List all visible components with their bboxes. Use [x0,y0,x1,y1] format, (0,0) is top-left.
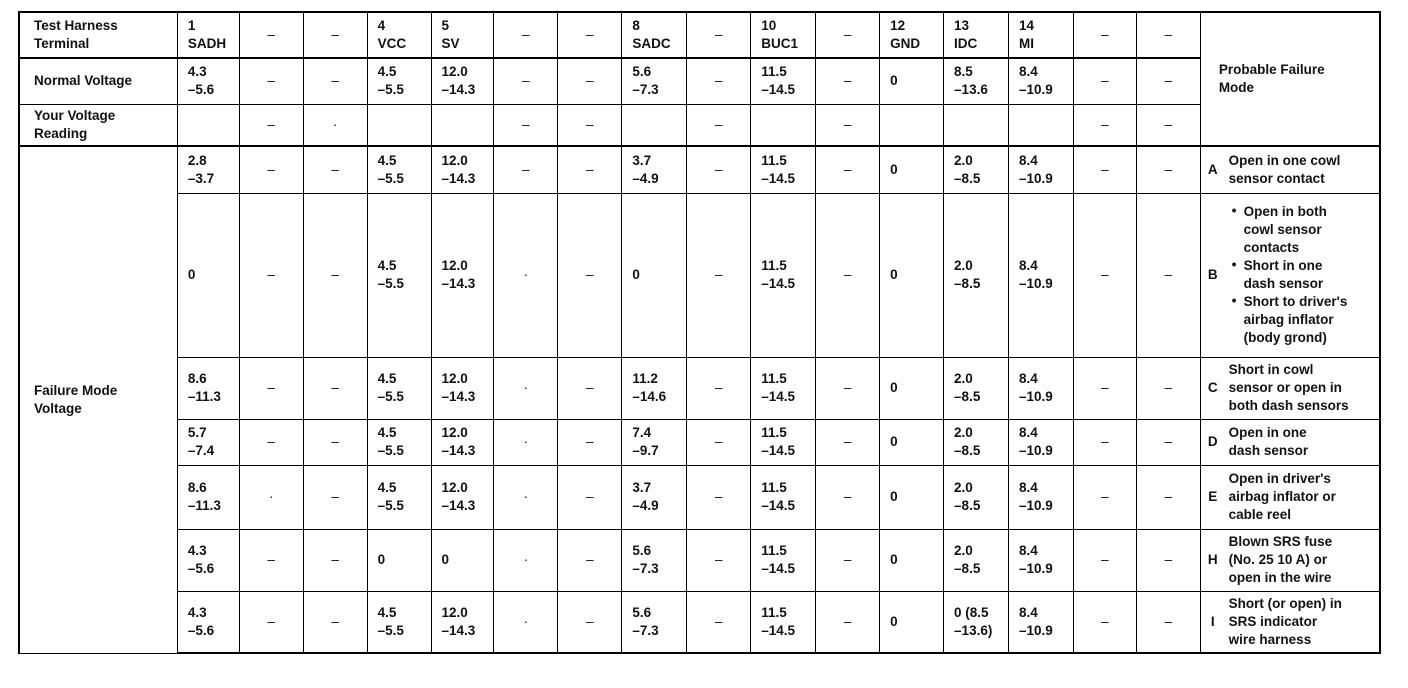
value-cell: 2.8 –3.7 [177,146,239,193]
value-cell [431,104,494,146]
failure-mode-description: Blown SRS fuse (No. 25 10 A) or open in the wire [1225,529,1380,591]
reading-row [19,104,1380,146]
value-cell: – [1073,465,1136,529]
value-cell: 11.5 –14.5 [751,529,816,591]
value-cell: 8.4 –10.9 [1009,357,1074,419]
value-cell: · [494,529,558,591]
failure-mode-row [19,146,1380,193]
value-cell: – [1136,146,1200,193]
value-cell: 11.5 –14.5 [751,146,816,193]
value-cell: – [816,529,880,591]
value-cell: 4.5 –5.5 [367,419,431,465]
value-cell: 0 [880,529,944,591]
value-cell: 0 [367,529,431,591]
value-cell: 0 [880,58,944,104]
failure-mode-bullet: • Short in one dash sensor [1229,257,1379,293]
failure-mode-description: Open in driver's airbag inflator or cable reel [1225,465,1380,529]
value-cell: – [687,529,751,591]
value-cell: · [494,193,558,357]
failure-mode-bullet: • Open in both cowl sensor contacts [1229,203,1379,257]
terminal-header-cell: – [558,12,622,58]
value-cell: 2.0 –8.5 [944,465,1009,529]
value-cell: – [1136,58,1200,104]
terminal-header-cell: 10 BUC1 [751,12,816,58]
failure-mode-row [19,357,1380,419]
value-cell: 4.3 –5.6 [177,591,239,653]
value-cell: – [558,419,622,465]
terminal-header-cell: – [494,12,558,58]
value-cell: 4.3 –5.6 [177,529,239,591]
value-cell: – [687,419,751,465]
value-cell: – [1073,104,1136,146]
value-cell: 12.0 –14.3 [431,357,494,419]
value-cell: – [239,104,303,146]
value-cell [367,104,431,146]
value-cell: 12.0 –14.3 [431,193,494,357]
value-cell: 2.0 –8.5 [944,357,1009,419]
value-cell: · [494,357,558,419]
value-cell: – [1073,419,1136,465]
value-cell: – [558,465,622,529]
value-cell: – [303,58,367,104]
value-cell: 0 [880,591,944,653]
terminal-header-cell: 14 MI [1009,12,1074,58]
normal-voltage-row [19,58,1380,104]
value-cell: · [303,104,367,146]
failure-mode-row [19,419,1380,465]
value-cell: – [816,146,880,193]
value-cell: – [1136,104,1200,146]
probable-failure-mode-header: Probable Failure Mode [1200,12,1380,146]
failure-mode-row [19,529,1380,591]
value-cell: 3.7 –4.9 [622,146,687,193]
value-cell: 8.4 –10.9 [1009,591,1074,653]
value-cell [944,104,1009,146]
value-cell: 4.5 –5.5 [367,146,431,193]
value-cell: 4.5 –5.5 [367,193,431,357]
value-cell: 0 [431,529,494,591]
failure-mode-description: Short in cowl sensor or open in both dash sensors [1225,357,1380,419]
row-label-terminal: Test Harness Terminal [19,12,177,58]
value-cell: 8.4 –10.9 [1009,465,1074,529]
value-cell: – [816,104,880,146]
value-cell: 8.6 –11.3 [177,357,239,419]
value-cell: 11.2 –14.6 [622,357,687,419]
value-cell: – [494,146,558,193]
value-cell: – [558,146,622,193]
value-cell: 8.5 –13.6 [944,58,1009,104]
value-cell: 0 [880,419,944,465]
value-cell: – [816,58,880,104]
value-cell: 0 [177,193,239,357]
value-cell: – [239,529,303,591]
value-cell: – [558,529,622,591]
value-cell: – [1136,193,1200,357]
value-cell: – [303,465,367,529]
value-cell: – [558,104,622,146]
failure-mode-code: H [1200,529,1224,591]
value-cell: – [239,419,303,465]
terminal-header-cell: 8 SADC [622,12,687,58]
value-cell: – [558,58,622,104]
terminal-header-cell: – [1073,12,1136,58]
value-cell: – [1073,591,1136,653]
value-cell: – [303,146,367,193]
value-cell: – [1073,193,1136,357]
failure-mode-row [19,193,1380,357]
row-label-normal: Normal Voltage [19,58,177,104]
terminal-header-cell: 12 GND [880,12,944,58]
failure-mode-bullet: • Short to driver's airbag inflator (body grond) [1229,293,1379,347]
value-cell: 5.6 –7.3 [622,529,687,591]
value-cell: 0 [880,465,944,529]
value-cell: – [1073,529,1136,591]
value-cell: 11.5 –14.5 [751,591,816,653]
value-cell: 4.5 –5.5 [367,465,431,529]
value-cell: – [303,591,367,653]
value-cell: – [1136,357,1200,419]
terminal-header-cell: 4 VCC [367,12,431,58]
value-cell [1009,104,1074,146]
value-cell: 12.0 –14.3 [431,465,494,529]
value-cell: 3.7 –4.9 [622,465,687,529]
terminal-header-cell: – [303,12,367,58]
value-cell: · [239,465,303,529]
value-cell: – [1136,419,1200,465]
terminal-header-cell: – [1136,12,1200,58]
failure-mode-description: Short (or open) in SRS indicator wire harness [1225,591,1380,653]
value-cell: – [816,357,880,419]
failure-mode-code: B [1200,193,1224,357]
failure-mode-description [1225,193,1380,357]
value-cell [622,104,687,146]
value-cell: – [239,591,303,653]
row-label-failure-mode: Failure Mode Voltage [19,146,177,653]
value-cell: – [816,193,880,357]
value-cell: – [239,193,303,357]
value-cell: – [558,357,622,419]
value-cell: 8.6 –11.3 [177,465,239,529]
value-cell: 8.4 –10.9 [1009,419,1074,465]
value-cell: – [687,58,751,104]
value-cell: 12.0 –14.3 [431,58,494,104]
terminal-header-cell: – [239,12,303,58]
value-cell [751,104,816,146]
failure-mode-row [19,591,1380,653]
value-cell: · [494,465,558,529]
header-row [19,12,1380,58]
value-cell: 0 [622,193,687,357]
value-cell: – [687,591,751,653]
value-cell: 2.0 –8.5 [944,529,1009,591]
value-cell: – [816,591,880,653]
terminal-header-cell: 13 IDC [944,12,1009,58]
terminal-header-cell: – [687,12,751,58]
value-cell: · [494,591,558,653]
terminal-header-cell: 1 SADH [177,12,239,58]
row-label-reading: Your Voltage Reading [19,104,177,146]
value-cell: 4.5 –5.5 [367,357,431,419]
value-cell: – [1136,465,1200,529]
value-cell [177,104,239,146]
value-cell: – [239,146,303,193]
value-cell [880,104,944,146]
value-cell: 0 [880,193,944,357]
value-cell: – [687,465,751,529]
value-cell: 11.5 –14.5 [751,357,816,419]
value-cell: – [239,357,303,419]
value-cell: 0 (8.5 –13.6) [944,591,1009,653]
value-cell: – [687,104,751,146]
value-cell: – [1136,529,1200,591]
value-cell: 11.5 –14.5 [751,419,816,465]
failure-mode-code: E [1200,465,1224,529]
value-cell: 5.6 –7.3 [622,58,687,104]
value-cell: – [1136,591,1200,653]
value-cell: 4.5 –5.5 [367,591,431,653]
value-cell: 2.0 –8.5 [944,146,1009,193]
failure-mode-code: D [1200,419,1224,465]
value-cell: 5.6 –7.3 [622,591,687,653]
failure-mode-code: A [1200,146,1224,193]
value-cell: 8.4 –10.9 [1009,193,1074,357]
value-cell: 5.7 –7.4 [177,419,239,465]
value-cell: 2.0 –8.5 [944,419,1009,465]
value-cell: 4.5 –5.5 [367,58,431,104]
value-cell: 8.4 –10.9 [1009,146,1074,193]
value-cell: – [558,193,622,357]
value-cell: – [1073,58,1136,104]
terminal-header-cell: 5 SV [431,12,494,58]
failure-mode-code: I [1200,591,1224,653]
value-cell: – [558,591,622,653]
failure-mode-row [19,465,1380,529]
value-cell: – [239,58,303,104]
value-cell: 12.0 –14.3 [431,146,494,193]
value-cell: – [816,419,880,465]
value-cell: 0 [880,146,944,193]
value-cell: · [494,419,558,465]
value-cell: – [687,146,751,193]
voltage-table [18,11,1381,654]
value-cell: – [687,357,751,419]
value-cell: – [1073,146,1136,193]
value-cell: – [1073,357,1136,419]
value-cell: 12.0 –14.3 [431,591,494,653]
value-cell: – [303,193,367,357]
failure-mode-description: Open in one cowl sensor contact [1225,146,1380,193]
value-cell: 7.4 –9.7 [622,419,687,465]
value-cell: 12.0 –14.3 [431,419,494,465]
value-cell: – [494,104,558,146]
failure-mode-code: C [1200,357,1224,419]
value-cell: – [687,193,751,357]
value-cell: 11.5 –14.5 [751,465,816,529]
value-cell: – [494,58,558,104]
value-cell: 11.5 –14.5 [751,58,816,104]
value-cell: – [816,465,880,529]
failure-mode-description: Open in one dash sensor [1225,419,1380,465]
value-cell: 8.4 –10.9 [1009,58,1074,104]
terminal-header-cell: – [816,12,880,58]
value-cell: 0 [880,357,944,419]
value-cell: – [303,357,367,419]
value-cell: 11.5 –14.5 [751,193,816,357]
value-cell: – [303,529,367,591]
value-cell: 4.3 –5.6 [177,58,239,104]
value-cell: – [303,419,367,465]
value-cell: 8.4 –10.9 [1009,529,1074,591]
value-cell: 2.0 –8.5 [944,193,1009,357]
